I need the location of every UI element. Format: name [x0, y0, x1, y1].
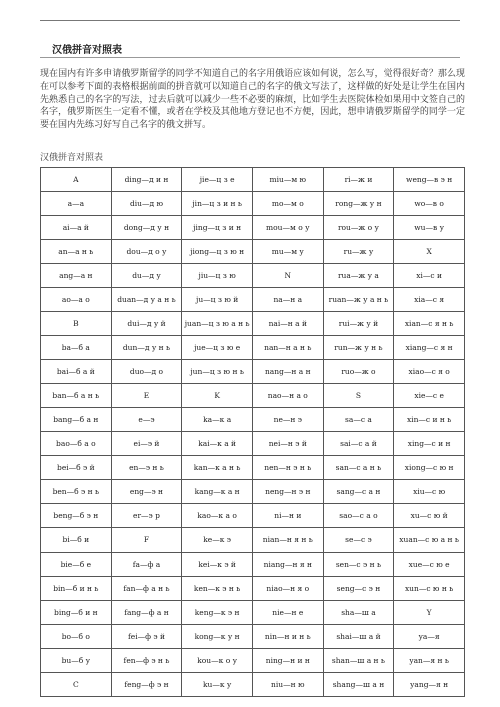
- table-cell: [111, 312, 182, 336]
- cell-text: ruan—ж у а н ь: [328, 295, 389, 305]
- cell-text: feng—ф э н: [124, 679, 169, 689]
- cell-text: dun—д у н ь: [122, 343, 171, 353]
- table-cell: [41, 600, 112, 624]
- table-cell: [323, 288, 394, 312]
- table-cell: [323, 360, 394, 384]
- table-cell: [111, 360, 182, 384]
- table-row: [41, 408, 465, 432]
- cell-text: e—э: [138, 415, 155, 425]
- table-cell: [394, 264, 465, 288]
- cell-text: shang—ш а н: [332, 679, 385, 689]
- table-cell: [182, 408, 253, 432]
- cell-text: ku—к у: [202, 679, 232, 689]
- table-cell: [41, 288, 112, 312]
- table-cell: [111, 672, 182, 696]
- table-cell: [182, 216, 253, 240]
- cell-text: ang—а н: [59, 271, 93, 281]
- cell-text: xing—с и н: [407, 439, 451, 449]
- table-cell: [111, 384, 182, 408]
- cell-text: bang—б а н: [53, 415, 99, 425]
- table-title: 汉俄拼音对照表: [40, 153, 104, 163]
- cell-text: bi—б и: [62, 535, 90, 545]
- table-cell: [41, 432, 112, 456]
- cell-text: kou—к о у: [197, 655, 238, 665]
- cell-text: jin—ц з и н ь: [192, 199, 242, 209]
- cell-text: kao—к а о: [197, 511, 237, 521]
- cell-text: niu—н ю: [271, 679, 305, 689]
- cell-text: a—а: [67, 199, 85, 209]
- table-cell: [252, 576, 323, 600]
- cell-text: jiu—ц з ю: [198, 271, 236, 281]
- table-cell: [323, 504, 394, 528]
- table-cell: [111, 528, 182, 552]
- cell-text: ai—а й: [62, 223, 89, 233]
- table-cell: [252, 216, 323, 240]
- table-cell: [41, 576, 112, 600]
- cell-text: mu—м у: [271, 247, 304, 257]
- table-cell: [252, 480, 323, 504]
- table-cell: [111, 336, 182, 360]
- intro-paragraph: 现在国内有许多申请俄罗斯留学的同学不知道自己的名字用俄语应该如何说，怎么写，觉得很好奇？那么现在可以参考下面的表格根据前面的拼音就可以知道自己的名字的俄文写法了，这样做的好处是让学生在国内先熟悉自己的名字的写法，过去后就可以减少一些不必要的麻烦，比如学生去医院体检如果用中文签自己的名字，俄罗斯医生一定看不懂，或者在学校及其他地方登记也不方便，因此，想申请俄罗斯留学的同学一定要在国内先练习好写自己名字的俄文拼写。: [40, 69, 465, 131]
- table-row: [41, 648, 465, 672]
- table-cell: [182, 192, 253, 216]
- table-cell: [252, 504, 323, 528]
- cell-text: en—э н ь: [129, 463, 164, 473]
- table-cell: [41, 336, 112, 360]
- table-cell: [394, 216, 465, 240]
- table-row: [41, 528, 465, 552]
- table-cell: [182, 288, 253, 312]
- table-cell: [323, 264, 394, 288]
- table-cell: [111, 600, 182, 624]
- table-cell: [394, 456, 465, 480]
- table-cell: [252, 168, 323, 192]
- cell-text: run—ж у н ь: [334, 343, 383, 353]
- cell-text: ke—к э: [203, 535, 232, 545]
- table-cell: [111, 192, 182, 216]
- cell-text: juan—ц з ю а н ь: [184, 319, 250, 329]
- cell-text: jing—ц з и н: [193, 223, 242, 233]
- table-cell: [323, 480, 394, 504]
- table-cell: [252, 336, 323, 360]
- cell-text: ao—а о: [61, 295, 90, 305]
- table-cell: [182, 624, 253, 648]
- table-cell: [111, 264, 182, 288]
- table-cell: [111, 504, 182, 528]
- table-cell: [182, 576, 253, 600]
- table-cell: [111, 576, 182, 600]
- table-cell: [182, 432, 253, 456]
- table-cell: [394, 192, 465, 216]
- cell-text: er—э р: [133, 511, 160, 521]
- table-cell: [111, 216, 182, 240]
- table-cell: [182, 480, 253, 504]
- table-cell: [323, 600, 394, 624]
- table-cell: [252, 672, 323, 696]
- cell-text: ning—н и н: [265, 655, 310, 665]
- table-cell: [111, 624, 182, 648]
- cell-text: an—а н ь: [58, 247, 94, 257]
- cell-text: sai—с а й: [340, 439, 377, 449]
- table-cell: [182, 336, 253, 360]
- table-row: [41, 480, 465, 504]
- cell-text: xie—с е: [414, 391, 444, 401]
- cell-text: xu—с ю й: [410, 511, 448, 521]
- table-cell: [41, 240, 112, 264]
- cell-text: nie—н е: [272, 607, 304, 617]
- table-cell: [111, 432, 182, 456]
- table-cell: [394, 600, 465, 624]
- table-row: [41, 240, 465, 264]
- cell-text: nai—н а й: [268, 319, 308, 329]
- cell-text: xue—с ю е: [408, 559, 450, 569]
- table-cell: [111, 240, 182, 264]
- cell-text: niao—н я о: [266, 583, 310, 593]
- table-cell: [394, 240, 465, 264]
- cell-text: rui—ж у й: [338, 319, 379, 329]
- table-cell: [394, 168, 465, 192]
- table-row: [41, 456, 465, 480]
- cell-text: S: [355, 391, 362, 401]
- cell-text: xiu—с ю: [413, 487, 446, 497]
- table-cell: [323, 336, 394, 360]
- table-cell: [41, 384, 112, 408]
- cell-text: xi—с и: [416, 271, 442, 281]
- cell-text: jun—ц з ю н ь: [190, 367, 244, 377]
- table-cell: [182, 528, 253, 552]
- table-cell: [41, 216, 112, 240]
- cell-text: ru—ж у: [343, 247, 374, 257]
- cell-text: sa—с а: [345, 415, 372, 425]
- table-cell: [182, 312, 253, 336]
- cell-text: B: [73, 319, 79, 329]
- cell-text: niang—н я н: [263, 559, 312, 569]
- cell-text: kong—к у н: [194, 631, 240, 641]
- table-cell: [111, 408, 182, 432]
- table-cell: [41, 624, 112, 648]
- table-cell: [394, 408, 465, 432]
- table-cell: [41, 648, 112, 672]
- table-cell: [182, 384, 253, 408]
- table-cell: [111, 552, 182, 576]
- table-cell: [394, 384, 465, 408]
- cell-text: xian—с я н ь: [404, 319, 454, 329]
- cell-text: ya—я: [418, 631, 440, 641]
- page-header-title: 汉俄拼音对照表: [52, 45, 122, 56]
- table-row: [41, 336, 465, 360]
- table-cell: [323, 192, 394, 216]
- cell-text: miu—м ю: [269, 175, 307, 185]
- table-cell: [323, 312, 394, 336]
- cell-text: ka—к а: [203, 415, 232, 425]
- table-cell: [182, 456, 253, 480]
- table-cell: [111, 648, 182, 672]
- table-cell: [41, 552, 112, 576]
- table-row: [41, 576, 465, 600]
- table-cell: [252, 384, 323, 408]
- cell-text: nei—н э й: [268, 439, 307, 449]
- cell-text: ban—б а н ь: [52, 391, 100, 401]
- table-cell: [252, 600, 323, 624]
- table-cell: [252, 432, 323, 456]
- cell-text: A: [73, 175, 79, 185]
- cell-text: se—с э: [345, 535, 372, 545]
- cell-text: du—д у: [132, 271, 161, 281]
- table-cell: [41, 192, 112, 216]
- cell-text: ben—б э н ь: [52, 487, 100, 497]
- table-cell: [182, 264, 253, 288]
- cell-text: sen—с э н ь: [335, 559, 382, 569]
- table-cell: [323, 384, 394, 408]
- cell-text: Y: [426, 607, 432, 617]
- table-cell: [252, 552, 323, 576]
- cell-text: kai—к а й: [198, 439, 237, 449]
- cell-text: rong—ж у н: [335, 199, 382, 209]
- table-cell: [394, 528, 465, 552]
- cell-text: fei—ф э й: [128, 631, 165, 641]
- table-row: [41, 672, 465, 696]
- table-cell: [394, 576, 465, 600]
- cell-text: C: [72, 679, 79, 689]
- cell-text: bao—б а о: [56, 439, 96, 449]
- cell-text: shai—ш а й: [336, 631, 381, 641]
- cell-text: xin—с и н ь: [406, 415, 452, 425]
- cell-text: X: [426, 247, 432, 257]
- table-cell: [182, 552, 253, 576]
- cell-text: rua—ж у а: [337, 271, 379, 281]
- cell-text: rou—ж о у: [337, 223, 379, 233]
- table-cell: [41, 264, 112, 288]
- cell-text: seng—с э н: [336, 583, 381, 593]
- cell-text: sang—с а н: [336, 487, 381, 497]
- cell-text: duan—д у а н ь: [117, 295, 176, 305]
- cell-text: bei—б э й: [57, 463, 95, 473]
- cell-text: wu—в у: [414, 223, 445, 233]
- cell-text: K: [214, 391, 220, 401]
- cell-text: mou—м о у: [266, 223, 310, 233]
- table-cell: [252, 360, 323, 384]
- table-cell: [394, 648, 465, 672]
- cell-text: beng—б э н: [53, 511, 99, 521]
- cell-text: nin—н и н ь: [264, 631, 311, 641]
- cell-text: nen—н э н ь: [264, 463, 312, 473]
- header-top-rule: [40, 20, 460, 21]
- table-row: [41, 600, 465, 624]
- cell-text: jie—ц з е: [199, 175, 235, 185]
- cell-text: nan—н а н ь: [264, 343, 312, 353]
- table-cell: [252, 648, 323, 672]
- table-cell: [41, 168, 112, 192]
- cell-text: ni—н и: [274, 511, 302, 521]
- table-cell: [41, 312, 112, 336]
- table-cell: [41, 504, 112, 528]
- table-cell: [323, 624, 394, 648]
- table-row: [41, 168, 465, 192]
- table-cell: [182, 504, 253, 528]
- table-cell: [111, 288, 182, 312]
- cell-text: san—с а н ь: [335, 463, 382, 473]
- table-cell: [323, 168, 394, 192]
- table-cell: [323, 576, 394, 600]
- cell-text: bai—б а й: [56, 367, 95, 377]
- table-cell: [182, 360, 253, 384]
- table-cell: [182, 648, 253, 672]
- cell-text: bu—б у: [61, 655, 91, 665]
- table-row: [41, 432, 465, 456]
- table-cell: [252, 240, 323, 264]
- cell-text: ne—н э: [273, 415, 302, 425]
- table-cell: [252, 312, 323, 336]
- table-cell: [182, 672, 253, 696]
- cell-text: ei—э й: [133, 439, 160, 449]
- cell-text: mo—м о: [271, 199, 304, 209]
- cell-text: diu—д ю: [129, 199, 164, 209]
- cell-text: neng—н э н: [265, 487, 311, 497]
- header-bottom-rule: [40, 57, 460, 58]
- cell-text: nian—н я н ь: [262, 535, 313, 545]
- table-row: [41, 216, 465, 240]
- cell-text: sha—ш а: [341, 607, 376, 617]
- cell-text: bing—б и н: [54, 607, 98, 617]
- table-cell: [394, 288, 465, 312]
- table-cell: [252, 624, 323, 648]
- table-cell: [41, 528, 112, 552]
- cell-text: nao—н а о: [267, 391, 308, 401]
- cell-text: xia—с я: [414, 295, 445, 305]
- cell-text: kan—к а н ь: [193, 463, 241, 473]
- table-cell: [323, 408, 394, 432]
- cell-text: ri—ж и: [344, 175, 373, 185]
- table-cell: [182, 168, 253, 192]
- table-cell: [41, 480, 112, 504]
- table-cell: [41, 672, 112, 696]
- cell-text: jue—ц з ю е: [194, 343, 241, 353]
- table-cell: [252, 192, 323, 216]
- cell-text: xun—с ю н ь: [404, 583, 454, 593]
- cell-text: bo—б о: [61, 631, 90, 641]
- cell-text: dong—д у н: [123, 223, 170, 233]
- cell-text: na—н а: [273, 295, 303, 305]
- pinyin-table-body: [41, 168, 465, 697]
- table-row: [41, 312, 465, 336]
- table-cell: [394, 504, 465, 528]
- cell-text: xiang—с я н: [405, 343, 453, 353]
- cell-text: shan—ш а н ь: [331, 655, 386, 665]
- table-row: [41, 264, 465, 288]
- cell-text: wo—в о: [414, 199, 444, 209]
- cell-text: xiong—с ю н: [404, 463, 454, 473]
- table-cell: [182, 600, 253, 624]
- cell-text: fa—ф а: [132, 559, 161, 569]
- cell-text: ba—б а: [61, 343, 90, 353]
- cell-text: jiong—ц з ю н: [190, 247, 245, 257]
- cell-text: dou—д о у: [126, 247, 167, 257]
- table-cell: [252, 456, 323, 480]
- table-row: [41, 624, 465, 648]
- table-cell: [323, 672, 394, 696]
- table-cell: [182, 240, 253, 264]
- table-cell: [394, 432, 465, 456]
- table-cell: [252, 264, 323, 288]
- cell-text: xiao—с я о: [408, 367, 450, 377]
- table-cell: [394, 312, 465, 336]
- cell-text: bie—б е: [60, 559, 92, 569]
- table-cell: [252, 288, 323, 312]
- table-cell: [323, 528, 394, 552]
- cell-text: weng—в э н: [406, 175, 453, 185]
- table-cell: [323, 216, 394, 240]
- table-cell: [394, 672, 465, 696]
- table-cell: [111, 168, 182, 192]
- cell-text: sao—с а о: [339, 511, 378, 521]
- cell-text: eng—э н: [129, 487, 164, 497]
- cell-text: kei—к э й: [198, 559, 236, 569]
- cell-text: F: [143, 535, 150, 545]
- table-cell: [111, 456, 182, 480]
- table-cell: [41, 456, 112, 480]
- table-cell: [323, 648, 394, 672]
- cell-text: yan—я н ь: [409, 655, 449, 665]
- cell-text: kang—к а н: [194, 487, 240, 497]
- table-row: [41, 552, 465, 576]
- cell-text: keng—к э н: [194, 607, 240, 617]
- table-cell: [323, 240, 394, 264]
- table-row: [41, 384, 465, 408]
- cell-text: E: [143, 391, 150, 401]
- table-cell: [111, 480, 182, 504]
- cell-text: nang—н а н: [264, 367, 311, 377]
- table-cell: [394, 480, 465, 504]
- table-cell: [394, 624, 465, 648]
- cell-text: ju—ц з ю й: [196, 295, 239, 305]
- cell-text: bin—б и н ь: [53, 583, 99, 593]
- table-cell: [394, 552, 465, 576]
- cell-text: ruo—ж о: [341, 367, 376, 377]
- cell-text: ken—к э н ь: [193, 583, 241, 593]
- table-cell: [394, 336, 465, 360]
- cell-text: fang—ф а н: [124, 607, 169, 617]
- cell-text: duo—д о: [129, 367, 164, 377]
- table-row: [41, 504, 465, 528]
- table-cell: [394, 360, 465, 384]
- table-cell: [323, 456, 394, 480]
- cell-text: dui—д у й: [127, 319, 166, 329]
- table-cell: [323, 552, 394, 576]
- table-cell: [323, 432, 394, 456]
- table-cell: [252, 528, 323, 552]
- cell-text: fen—ф э н ь: [123, 655, 170, 665]
- table-cell: [41, 360, 112, 384]
- table-cell: [41, 408, 112, 432]
- cell-text: xuan—с ю а н ь: [399, 535, 459, 545]
- cell-text: ding—д и н: [124, 175, 169, 185]
- cell-text: N: [284, 271, 292, 281]
- cell-text: yang—я н: [410, 679, 449, 689]
- table-row: [41, 192, 465, 216]
- cell-text: fan—ф а н ь: [123, 583, 170, 593]
- table-cell: [252, 408, 323, 432]
- table-row: [41, 288, 465, 312]
- table-row: [41, 360, 465, 384]
- pinyin-table: [40, 167, 465, 697]
